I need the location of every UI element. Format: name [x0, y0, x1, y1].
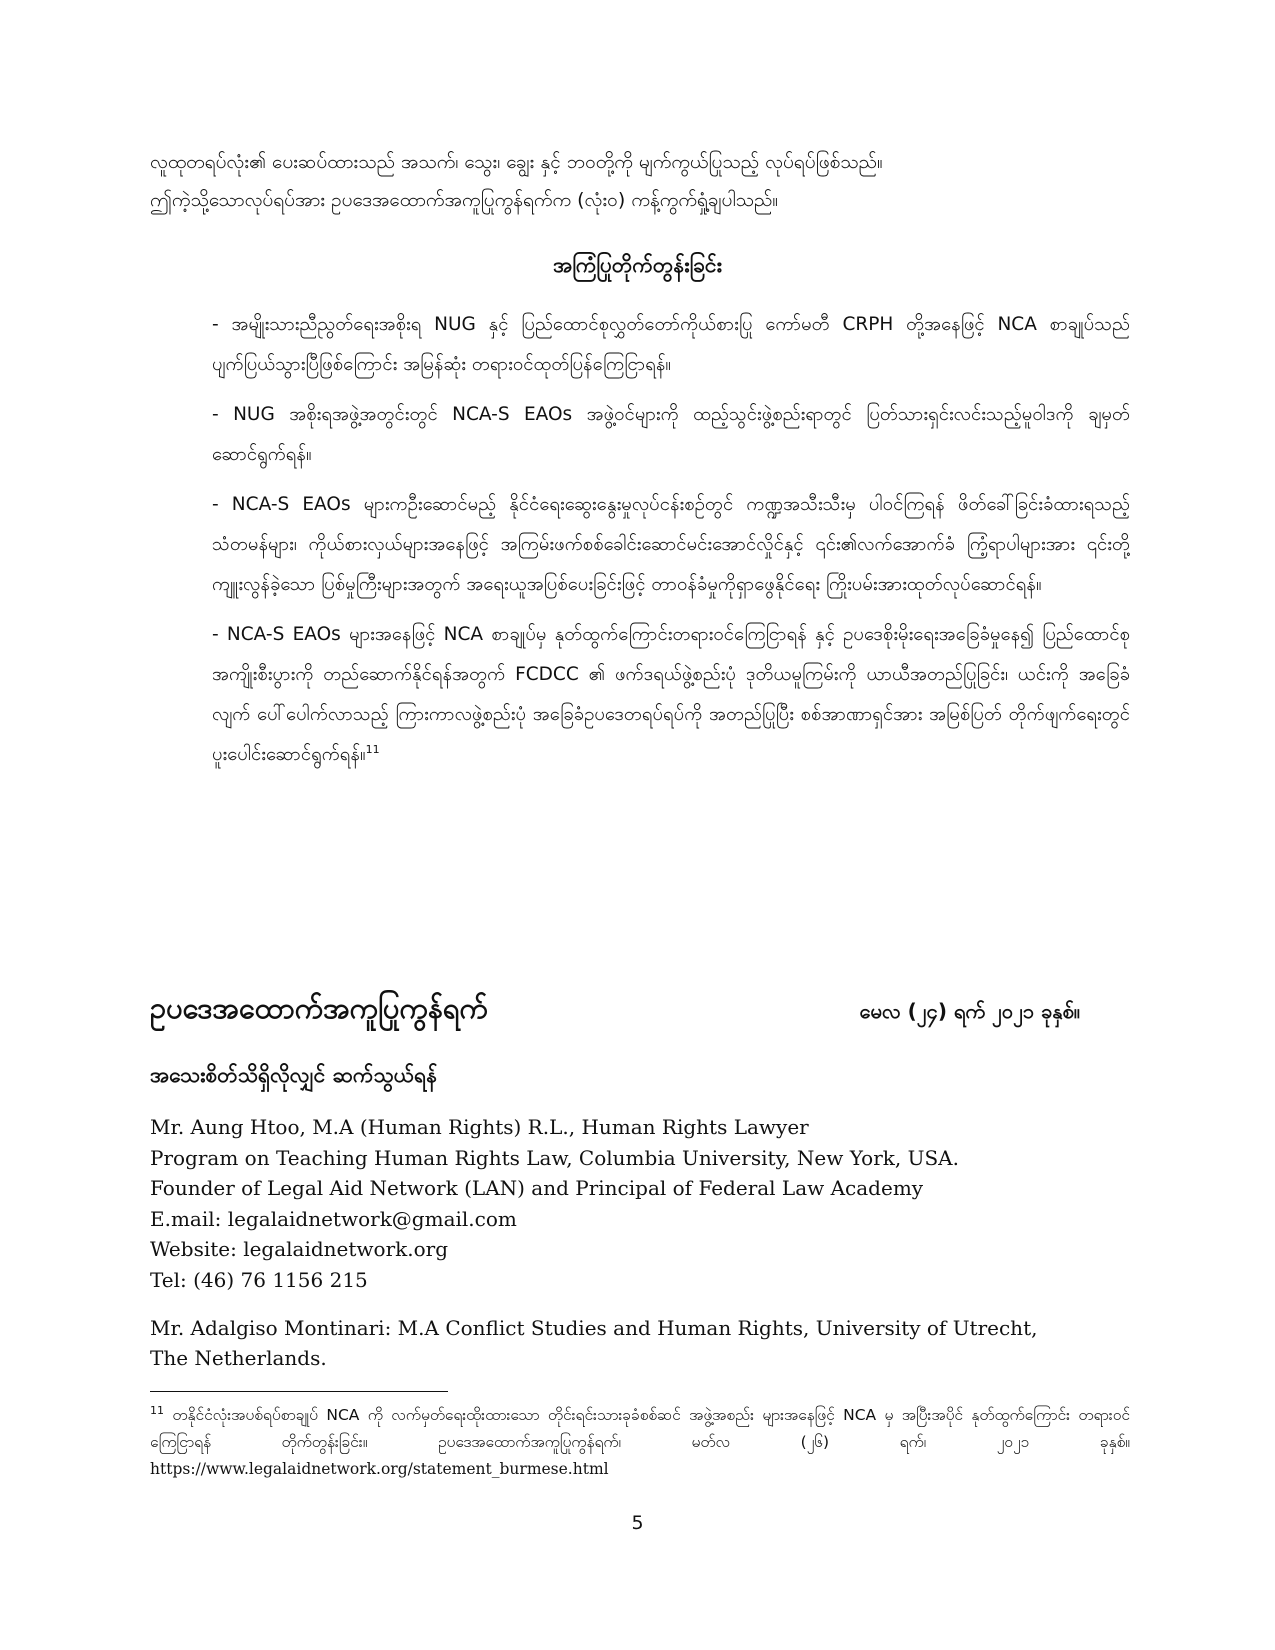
footnote-divider — [150, 1391, 448, 1392]
contact-block — [150, 1112, 1130, 1295]
signoff-row — [150, 990, 1080, 1034]
organization-name: ဥပဒေအထောက်အကူပြုကွန်ရက် — [150, 991, 488, 1025]
contact-line: Program on Teaching Human Rights Law, Columbia University, New York, USA. — [150, 1145, 959, 1170]
contact-email[interactable]: E.mail: legalaidnetwork@gmail.com — [150, 1206, 517, 1231]
section-heading: အကြံပြုတိုက်တွန်းခြင်း — [553, 253, 722, 277]
recommendation-item: - NCA-S EAOs များကဦးဆောင်မည့် နိုင်ငံရေးဆွေးနွေးမှုလုပ်ငန်းစဉ်တွင် ကဏ္ဍအသီးသီးမှ ပါဝင်ကြရန် ဖိတ်ခေါ်ခြင်းခံထားရသည့် သံတမန်များ၊ ကိုယ်စားလှယ်များအနေဖြင့် အကြမ်းဖက်စစ်ခေါင်းဆောင်မင်းအောင်လှိုင်နှင့် ၎င်း၏လက်အောက်ခံ ကြံ့ရာပါများအား ၎င်းတို့ ကျူးလွန်ခဲ့သော ပြစ်မှုကြီးများအတွက် အရေးယူအပြစ်ပေးခြင်းဖြင့် တာဝန်ခံမှုကိုရှာဖွေနိုင်ရေး ကြိုးပမ်းအားထုတ်လုပ်ဆောင်ရန်။ — [212, 494, 1130, 595]
contact-line: Mr. Aung Htoo, M.A (Human Rights) R.L., Human Rights Lawyer — [150, 1115, 809, 1139]
intro-line: လူထုတရပ်လုံး၏ ပေးဆပ်ထားသည် အသက်၊ သွေး၊ ချွေး နှင့် ဘဝတို့ကို မျက်ကွယ်ပြုသည့် လုပ်ရပ်ဖြစ်သည်။ — [150, 151, 883, 173]
contact-phone: Tel: (46) 76 1156 215 — [150, 1267, 368, 1292]
footnote-number: 11 — [150, 1403, 164, 1417]
statement-date: မေလ (၂၄) ရက် ၂၀၂၁ ခုနှစ်။ — [859, 999, 1080, 1023]
intro-paragraph — [150, 143, 1130, 219]
footnote-text: တနိုင်ငံလုံးအပစ်ရပ်စာချုပ် NCA ကို လက်မှတ်ရေးထိုးထားသော တိုင်းရင်းသားခုခံစစ်ဆင် အဖွဲ့အစည်း များအနေဖြင့် NCA မှ အပြီးအပိုင် နုတ်ထွက်ကြောင်း တရားဝင်ကြေငြာရန် တိုက်တွန်းခြင်း။ ဥပဒေအထောက်အကူပြုကွန်ရက်၊ မတ်လ (၂၆) ရက်၊ ၂၀၂၁ ခုနှစ်။ — [150, 1406, 1130, 1451]
recommendation-list — [212, 305, 1130, 785]
page-number: 5 — [631, 1512, 644, 1534]
intro-line: ဤကဲ့သို့သောလုပ်ရပ်အား ဥပဒေအထောက်အကူပြုကွန်ရက်က (လုံး၀) ကန့်ကွက်ရှုံ့ချပါသည်။ — [150, 189, 779, 211]
recommendation-item-text: - NCA-S EAOs များအနေဖြင့် NCA စာချုပ်မှ နုတ်ထွက်ကြောင်းတရားဝင်ကြေငြာရန် နှင့် ဥပဒေစိုးမိုးရေးအခြေခံမှုနေ၍ ပြည်ထောင်စုအကျိုးစီးပွားကို တည်ဆောက်နိုင်ရန်အတွက် FCDCC ၏ ဖက်ဒရယ်ဖွဲ့စည်းပုံ ဒုတိယမူကြမ်းကို ယာယီအတည်ပြုခြင်း၊ ယင်းကို အခြေခံလျက် ပေါ်ပေါက်လာသည့် ကြားကာလဖွဲ့စည်းပုံ အခြေခံဥပဒေတရပ်ရပ်ကို အတည်ပြုပြီး စစ်အာဏာရှင်အား အမြစ်ပြတ် တိုက်ဖျက်ရေးတွင် ပူးပေါင်းဆောင်ရွက်ရန်။ — [212, 624, 1130, 765]
footnote-link[interactable]: https://www.legalaidnetwork.org/statement_burmese.html — [150, 1460, 609, 1478]
footnote-marker[interactable]: 11 — [365, 742, 380, 756]
contact-heading: အသေးစိတ်သိရှိလိုလျှင် ဆက်သွယ်ရန် — [150, 1063, 438, 1087]
recommendation-item: - NUG အစိုးရအဖွဲ့အတွင်းတွင် NCA-S EAOs အဖွဲ့ဝင်များကို ထည့်သွင်းဖွဲ့စည်းရာတွင် ပြတ်သားရှင်းလင်းသည့်မူဝါဒကို ချမှတ် ဆောင်ရွက်ရန်။ — [212, 404, 1130, 465]
contact-second-person: Mr. Adalgiso Montinari: M.A Conflict Studies and Human Rights, University of Utrecht, The Netherlands. — [150, 1316, 1038, 1370]
contact-line: Founder of Legal Aid Network (LAN) and Principal of Federal Law Academy — [150, 1176, 924, 1200]
footnote — [150, 1402, 1130, 1483]
recommendation-item: - အမျိုးသားညီညွတ်ရေးအစိုးရ NUG နှင့် ပြည်ထောင်စုလွှတ်တော်ကိုယ်စားပြု ကော်မတီ CRPH တို့အနေဖြင့် NCA စာချုပ်သည် ပျက်ပြယ်သွားပြီဖြစ်ကြောင်း အမြန်ဆုံး တရားဝင်ထုတ်ပြန်ကြေငြာရန်။ — [212, 314, 1130, 375]
contact-website[interactable]: Website: legalaidnetwork.org — [150, 1237, 449, 1261]
recommendation-item — [212, 615, 1130, 775]
